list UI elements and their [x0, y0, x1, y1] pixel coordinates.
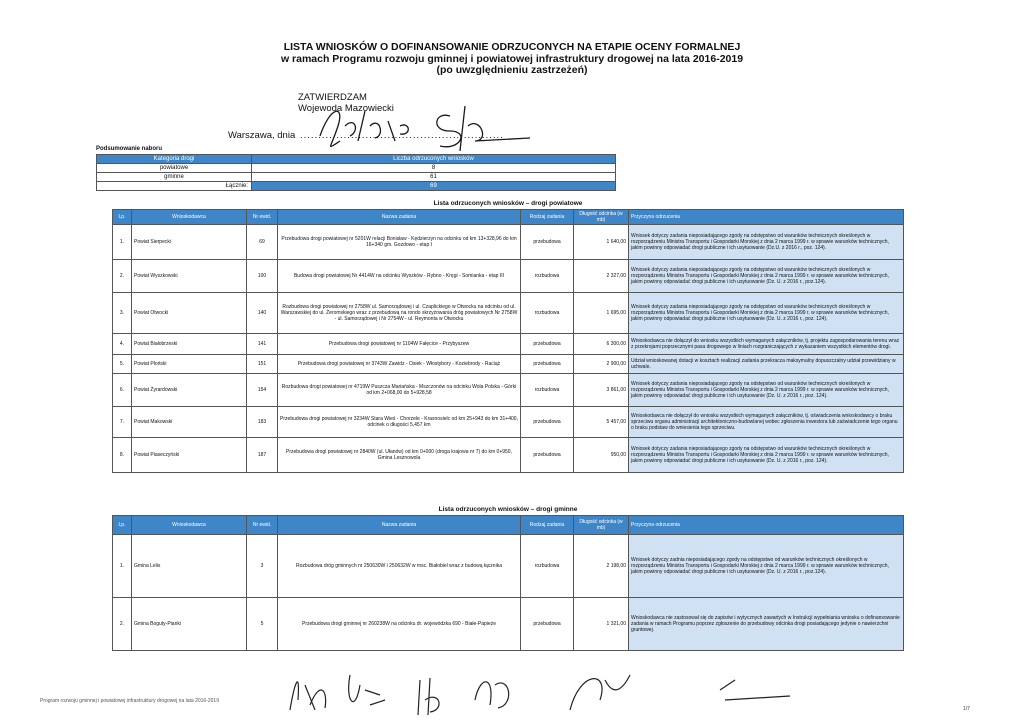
col-nr: Nr ewid. — [247, 210, 278, 225]
summary-total-row — [97, 182, 616, 191]
row-task: Przebudowa drogi powiatowej nr 3743W Zawidz - Osiek - Włostybory - Koziebrody - Raciąż — [278, 355, 521, 374]
summary-total: 69 — [252, 182, 616, 191]
row-lp: 4. — [113, 334, 132, 355]
committee-signatures — [280, 660, 800, 720]
title-line-1: LISTA WNIOSKÓW O DOFINANSOWANIE ODRZUCONYCH NA ETAPIE OCENY FORMALNEJ — [283, 41, 741, 53]
document-title — [0, 42, 1024, 77]
row-type: przebudowa — [521, 355, 574, 374]
row-nr: 151 — [247, 355, 278, 374]
col-nr: Nr ewid. — [247, 516, 278, 535]
row-task: Rozbudowa dróg gminnych nr 250630W i 250632W w msc. Białobiel wraz z budową łącznika — [278, 535, 521, 598]
table-row — [113, 535, 904, 598]
row-length: 2 900,00 — [574, 355, 629, 374]
col-type: Rodzaj zadania — [521, 210, 574, 225]
col-lp: Lp. — [113, 210, 132, 225]
row-reason: Wniosek dotyczy zadania nieposiadającego zgody na odstępstwo od warunków technicznych określonych w rozporządzeniu Ministra Transportu i Gospodarki Morskiej z dnia 2 marca 1999 r. w sprawie warunków technicznych, jakim powinny odpowiadać drogi publiczne i ich usytuowanie (Dz.U. z 2016 r., poz. 124). — [629, 225, 904, 260]
col-applicant: Wnioskodawca — [132, 516, 247, 535]
row-applicant: Powiat Białobrzeski — [132, 334, 247, 355]
table-row — [113, 225, 904, 260]
row-task: Budowa drogi powiatowej Nr 4414W na odcinku Wyszków - Rybno - Kręgi - Somianka - etap III — [278, 260, 521, 293]
row-type: rozbudowa — [521, 374, 574, 407]
row-task: Przebudowa drogi gminnej nr 260238W na odcinku dr. wojewódzka 690 - Białe-Papieże — [278, 598, 521, 651]
row-type: rozbudowa — [521, 260, 574, 293]
row-applicant: Powiat Makowski — [132, 407, 247, 438]
row-length: 1 640,00 — [574, 225, 629, 260]
table-row — [113, 293, 904, 334]
summary-label: Podsumowanie naboru — [96, 146, 163, 152]
col-applicant: Wnioskodawca — [132, 210, 247, 225]
wojewoda-signature — [300, 96, 560, 156]
row-nr: 183 — [247, 407, 278, 438]
row-applicant: Gmina Lelis — [132, 535, 247, 598]
table-row — [113, 355, 904, 374]
date-dots: ........................................................ — [300, 130, 504, 141]
approver-label: Wojewoda Mazowiecki — [298, 103, 394, 114]
row-nr: 187 — [247, 438, 278, 473]
row-length: 2 327,00 — [574, 260, 629, 293]
row-nr: 154 — [247, 374, 278, 407]
row-nr: 140 — [247, 293, 278, 334]
row-task: Rozbudowa drogi powiatowej nr 2758W ul. Samorządowej i ul. Czaplickiego w Otwocku na odcinku od ul. Warszawskiej do ul. Żeromskiego wraz z przebudową na rondo skrzyżowania dróg powiatowych Nr 2758W - ul. Samorządowej i Nr 2754W - ul. Reymonta w Otwocku — [278, 293, 521, 334]
summary-count: 61 — [252, 173, 616, 182]
row-nr: 69 — [247, 225, 278, 260]
col-length: Długość odcinka (w mb) — [574, 516, 629, 535]
col-task: Nazwa zadania — [278, 210, 521, 225]
row-applicant: Powiat Piaseczyński — [132, 438, 247, 473]
row-lp: 3. — [113, 293, 132, 334]
table-row — [113, 438, 904, 473]
row-nr: 100 — [247, 260, 278, 293]
row-reason: Wniosek dotyczy zadnia nieposiadającego zgody na odstępstwo od warunków technicznych określonych w rozporządzeniu Ministra Transportu i Gospodarki Morskiej z dnia 2 marca 1999 r. w sprawie warunków technicznych, jakim powinny odpowiadać drogi publiczne i ich usytuowanie (Dz. U. z 2016 r., poz.124). — [629, 535, 904, 598]
row-applicant: Powiat Sierpecki — [132, 225, 247, 260]
row-applicant: Gmina Boguty-Pianki — [132, 598, 247, 651]
row-length: 2 198,00 — [574, 535, 629, 598]
row-type: przebudowa — [521, 407, 574, 438]
row-task: Przebudowa drogi powiatowej nr 1104W Fałęcice - Przybyszew — [278, 334, 521, 355]
table-row — [113, 598, 904, 651]
row-applicant: Powiat Wyszkowski — [132, 260, 247, 293]
row-reason: Wniosek dotyczy zadania nieposiadającego zgody na odstępstwo od warunków technicznych określonych w rozporządzeniu Ministra Transportu i Gospodarki Morskiej z dnia 2 marca 1999 r. w sprawie warunków technicznych, jakim powinny odpowiadać drogi publiczne i ich usytuowanie (Dz. U. z 2016 r., poz.124). — [629, 260, 904, 293]
row-type: rozbudowa — [521, 293, 574, 334]
place-date-label: Warszawa, dnia — [228, 130, 296, 141]
row-task: Rozbudowa drogi powiatowej nr 4719W Puszcza Mariańska - Mszczonów na odcinku Wola Polska - Górki od km 2+068,00 do 5+928,58 — [278, 374, 521, 407]
powiat-table — [112, 209, 904, 473]
gmina-table — [112, 515, 904, 651]
row-type: rozbudowa — [521, 535, 574, 598]
summary-category: gminne — [97, 173, 252, 182]
col-type: Rodzaj zadania — [521, 516, 574, 535]
table-row — [113, 374, 904, 407]
row-reason: Wnioskodawca nie zastosował się do zapisów i wytycznych zawartych w Instrukcji wypełniania wniosku o dofinansowanie zadania w ramach Programu poprzez zgłoszenie do przebudowy odcinka drogi posiadającego jedynie o nawierzchni gruntowej. — [629, 598, 904, 651]
row-length: 950,00 — [574, 438, 629, 473]
row-reason: Wnioskodawca nie dołączył do wniosku wszystkich wymaganych załączników, tj. projektu zagospodarowania terenu wraz z przekrojami poprzecznymi pasa drogowego w liniach rozgraniczających z wykazaniem wszystkich elementów drogi. — [629, 334, 904, 355]
summary-table — [96, 154, 616, 191]
title-line-3: (po uwzględnieniu zastrzeżeń) — [436, 64, 588, 76]
summary-col-category: Kategoria drogi — [97, 155, 252, 164]
summary-total-label: Łącznie: — [97, 182, 252, 191]
row-applicant: Powiat Płoński — [132, 355, 247, 374]
row-lp: 1. — [113, 535, 132, 598]
row-nr: 3 — [247, 535, 278, 598]
row-lp: 1. — [113, 225, 132, 260]
row-reason: Udział wnioskowanej dotacji w kosztach realizacji zadania przekracza maksymalny dopuszczalny udział przewidziany w uchwale. — [629, 355, 904, 374]
approved-label: ZATWIERDZAM — [298, 92, 367, 103]
row-applicant: Powiat Otwocki — [132, 293, 247, 334]
summary-category: powiatowe — [97, 164, 252, 173]
row-lp: 5. — [113, 355, 132, 374]
row-length: 1 695,00 — [574, 293, 629, 334]
row-type: przebudowa — [521, 438, 574, 473]
summary-row — [97, 173, 616, 182]
row-reason: Wnioskodawca nie dołączył do wniosku wszystkich wymaganych załączników, tj. oświadczenia wnioskodawcy o braku sprzeciwu organu administracji architektoniczno-budowlanej wobec zgłoszenia inwestora lub zaświadczenie tego organu o braku podstaw do wniesienia tego sprzeciwu. — [629, 407, 904, 438]
row-lp: 6. — [113, 374, 132, 407]
row-reason: Wniosek dotyczy zadania nieposiadającego zgody na odstępstwo od warunków technicznych określonych w rozporządzeniu Ministra Transportu i Gospodarki Morskiej z dnia 2 marca 1999 r. w sprawie warunków technicznych, jakim powinny odpowiadać drogi publiczne i ich usytuowanie (Dz. U. z 2016 r., poz. 124). — [629, 293, 904, 334]
footer-text: Program rozwoju gminnej i powiatowej infrastruktury drogowej na lata 2016-2019 — [40, 698, 219, 704]
summary-col-count: Liczba odrzuconych wniosków — [252, 155, 616, 164]
row-length: 5 457,00 — [574, 407, 629, 438]
row-length: 1 321,00 — [574, 598, 629, 651]
row-task: Przebudowa drogi powiatowej nr 2840W (ul. Ułanów) od km 0+000 (droga krajowa nr 7) do km 0+950, Gmina Lesznowola — [278, 438, 521, 473]
row-task: Przebudowa drogi powiatowej nr 5201W relacji Bonisław - Kędzierzyn na odcinku od km 13+328,96 do km 16+340 gm. Gozdowo - etap I — [278, 225, 521, 260]
row-reason: Wniosek dotyczy zadania nieposiadającego zgody na odstępstwo od warunków technicznych określonych w rozporządzeniu Ministra Transportu i Gospodarki Morskiej z dnia 2 marca 1999 r. w sprawie warunków technicznych, jakim powinny odpowiadać drogi publiczne i ich usytuowanie (Dz. U. z 2016 r., poz. 124). — [629, 438, 904, 473]
row-type: przebudowa — [521, 334, 574, 355]
row-applicant: Powiat Żyrardowski — [132, 374, 247, 407]
powiat-section-title: Lista odrzuconych wniosków – drogi powiatowe — [433, 200, 583, 207]
row-length: 6 300,00 — [574, 334, 629, 355]
row-nr: 5 — [247, 598, 278, 651]
row-lp: 7. — [113, 407, 132, 438]
summary-row — [97, 164, 616, 173]
row-nr: 141 — [247, 334, 278, 355]
col-reason: Przyczyna odrzucenia — [629, 516, 904, 535]
gmina-section-title: Lista odrzuconych wniosków – drogi gminne — [438, 506, 578, 513]
table-row — [113, 334, 904, 355]
col-length: Długość odcinka (w mb) — [574, 210, 629, 225]
row-lp: 2. — [113, 598, 132, 651]
row-type: przebudowa — [521, 225, 574, 260]
title-line-2: w ramach Programu rozwoju gminnej i powiatowej infrastruktury drogowej na lata 2016-2019 — [280, 52, 744, 65]
col-reason: Przyczyna odrzucenia — [629, 210, 904, 225]
table-row — [113, 407, 904, 438]
col-lp: Lp. — [113, 516, 132, 535]
row-task: Przebudowa drogi powiatowej nr 3234W Stara Wieś - Chorzele - Krasnosielc od km 25+943 do km 31+400, odcinek o długości 5,457 km — [278, 407, 521, 438]
row-reason: Wniosek dotyczy zadania nieposiadającego zgody na odstępstwo od warunków technicznych określonych w rozporządzeniu Ministra Transportu i Gospodarki Morskiej z dnia 2 marca 1999 r. w sprawie warunków technicznych, jakim powinny odpowiadać drogi publiczne i ich usytuowanie (Dz. U. z 2016 r., poz. 124). — [629, 374, 904, 407]
row-type: przebudowa — [521, 598, 574, 651]
table-row — [113, 260, 904, 293]
row-lp: 8. — [113, 438, 132, 473]
row-length: 3 861,00 — [574, 374, 629, 407]
summary-count: 8 — [252, 164, 616, 173]
row-lp: 2. — [113, 260, 132, 293]
page-number: 1/7 — [963, 706, 970, 712]
col-task: Nazwa zadania — [278, 516, 521, 535]
